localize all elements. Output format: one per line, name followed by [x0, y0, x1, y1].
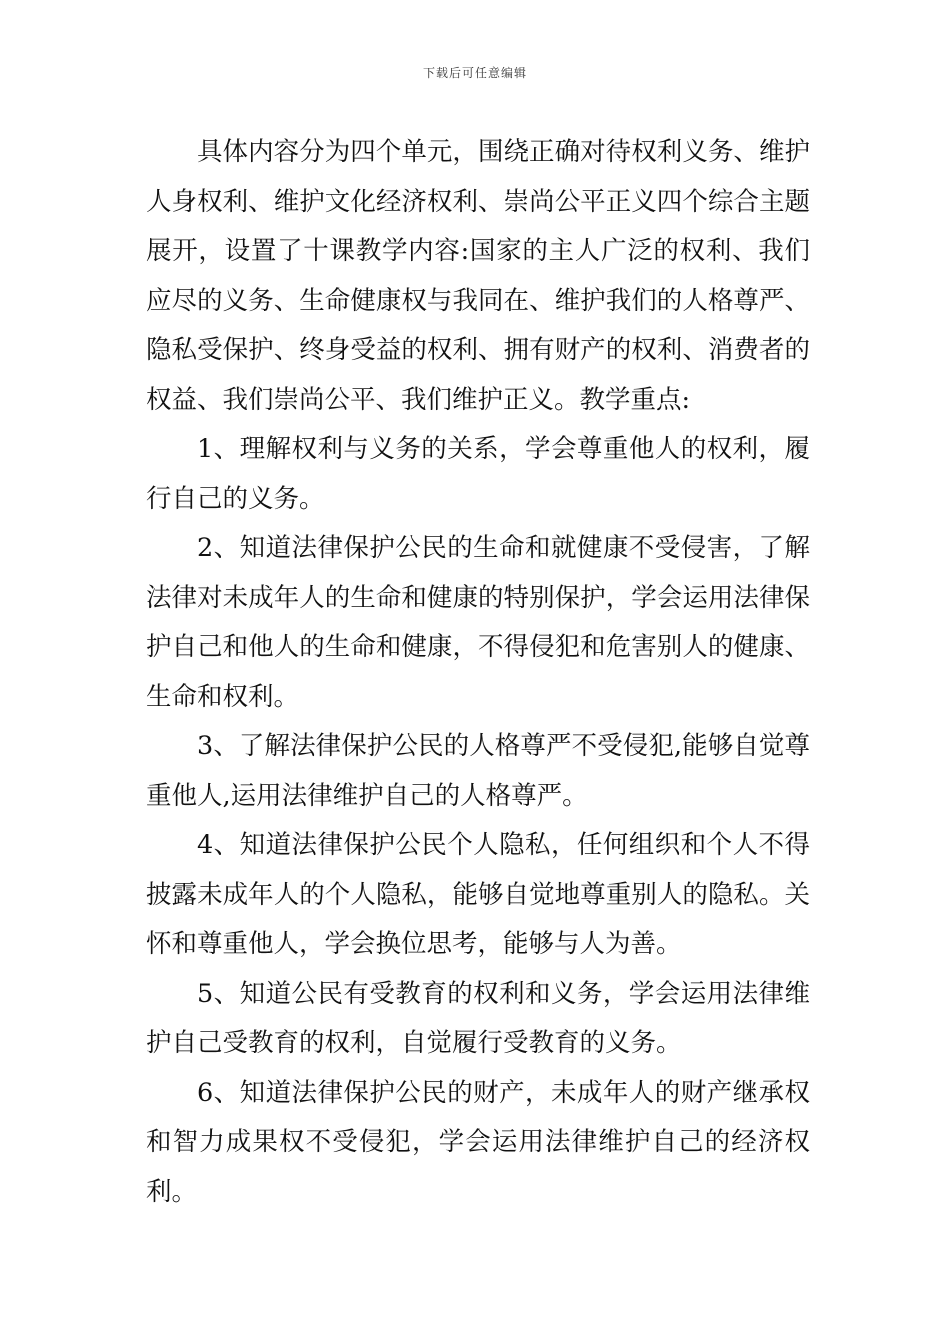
- key-point-3: 3、了解法律保护公民的人格尊严不受侵犯,能够自觉尊重他人,运用法律维护自己的人格尊严。: [146, 731, 810, 811]
- key-point-1: 1、理解权利与义务的关系，学会尊重他人的权利，履行自己的义务。: [146, 434, 810, 514]
- intro-paragraph: 具体内容分为四个单元，围绕正确对待权利义务、维护人身权利、维护文化经济权利、崇尚公平正义四个综合主题展开，设置了十课教学内容:国家的主人广泛的权利、我们应尽的义务、生命健康权与我同在、维护我们的人格尊严、隐私受保护、终身受益的权利、拥有财产的权利、消费者的权益、我们崇尚公平、我们维护正义。教学重点:: [146, 137, 810, 415]
- page-header: 下载后可任意编辑: [422, 66, 527, 80]
- key-point-6: 6、知道法律保护公民的财产，未成年人的财产继承权和智力成果权不受侵犯，学会运用法律维护自己的经济权利。: [146, 1077, 810, 1207]
- key-point-2: 2、知道法律保护公民的生命和就健康不受侵害，了解法律对未成年人的生命和健康的特别保护，学会运用法律保护自己和他人的生命和健康，不得侵犯和危害别人的健康、生命和权利。: [146, 533, 810, 712]
- key-point-5: 5、知道公民有受教育的权利和义务，学会运用法律维护自己受教育的权利，自觉履行受教育的义务。: [146, 978, 810, 1058]
- key-point-4: 4、知道法律保护公民个人隐私，任何组织和个人不得披露未成年人的个人隐私，能够自觉地尊重别人的隐私。关怀和尊重他人，学会换位思考，能够与人为善。: [146, 830, 810, 959]
- document-body: [146, 128, 810, 1217]
